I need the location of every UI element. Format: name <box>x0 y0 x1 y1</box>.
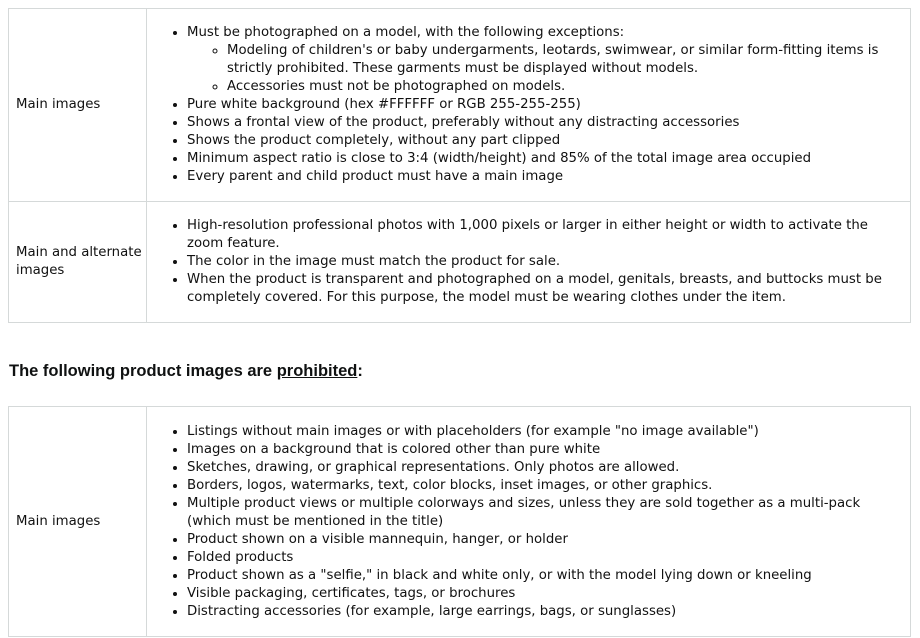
list-item: • When the product is transparent and photographed on a model, genitals, breasts, and buttocks must be completely covered. For this purpose, the model must be wearing clothes under the item. <box>187 271 900 307</box>
list-item-text: Must be photographed on a model, with the following exceptions: <box>187 25 625 40</box>
list-item: • Sketches, drawing, or graphical representations. Only photos are allowed. <box>187 459 900 477</box>
table-row <box>9 202 911 323</box>
table-row <box>9 9 911 202</box>
list-item: • Listings without main images or with placeholders (for example "no image available") <box>187 423 900 441</box>
list-item: • Multiple product views or multiple colorways and sizes, unless they are sold together as a multi-pack (which must be mentioned in the title) <box>187 495 900 531</box>
bullet-list <box>147 217 900 307</box>
list-item: • Folded products <box>187 549 900 567</box>
row-content <box>147 9 911 202</box>
table-row <box>9 407 911 637</box>
image-requirements-table <box>8 8 911 323</box>
sub-list-item: ◦ Accessories must not be photographed on models. <box>227 78 900 96</box>
list-item: • Minimum aspect ratio is close to 3:4 (width/height) and 85% of the total image area occupied <box>187 150 900 168</box>
list-item: • Images on a background that is colored other than pure white <box>187 441 900 459</box>
list-item: • Borders, logos, watermarks, text, color blocks, inset images, or other graphics. <box>187 477 900 495</box>
list-item: • Product shown on a visible mannequin, hanger, or holder <box>187 531 900 549</box>
list-item: • The color in the image must match the product for sale. <box>187 253 900 271</box>
row-label: Main images <box>9 407 147 637</box>
bullet-list <box>147 24 900 186</box>
sub-bullet-list <box>187 42 900 96</box>
prohibited-heading <box>9 360 363 382</box>
list-item: • Product shown as a "selfie," in black and white only, or with the model lying down or kneeling <box>187 567 900 585</box>
row-content <box>147 407 911 637</box>
heading-prefix: The following product images are <box>9 362 277 380</box>
row-content <box>147 202 911 323</box>
heading-emphasis: prohibited <box>276 362 358 380</box>
row-label: Main and alternate images <box>9 202 147 323</box>
list-item: • Every parent and child product must have a main image <box>187 168 900 186</box>
list-item: • Pure white background (hex #FFFFFF or RGB 255-255-255) <box>187 96 900 114</box>
list-item: • Visible packaging, certificates, tags, or brochures <box>187 585 900 603</box>
bullet-list <box>147 423 900 621</box>
list-item: • Shows the product completely, without any part clipped <box>187 132 900 150</box>
list-item: • High-resolution professional photos with 1,000 pixels or larger in either height or width to activate the zoom feature. <box>187 217 900 253</box>
list-item: • Distracting accessories (for example, large earrings, bags, or sunglasses) <box>187 603 900 621</box>
sub-list-item: ◦ Modeling of children's or baby undergarments, leotards, swimwear, or similar form-fitting items is strictly prohibited. These garments must be displayed without models. <box>227 42 900 78</box>
heading-suffix: : <box>357 362 363 380</box>
list-item <box>187 24 900 96</box>
list-item: • Shows a frontal view of the product, preferably without any distracting accessories <box>187 114 900 132</box>
prohibited-images-table <box>8 406 911 637</box>
row-label: Main images <box>9 9 147 202</box>
